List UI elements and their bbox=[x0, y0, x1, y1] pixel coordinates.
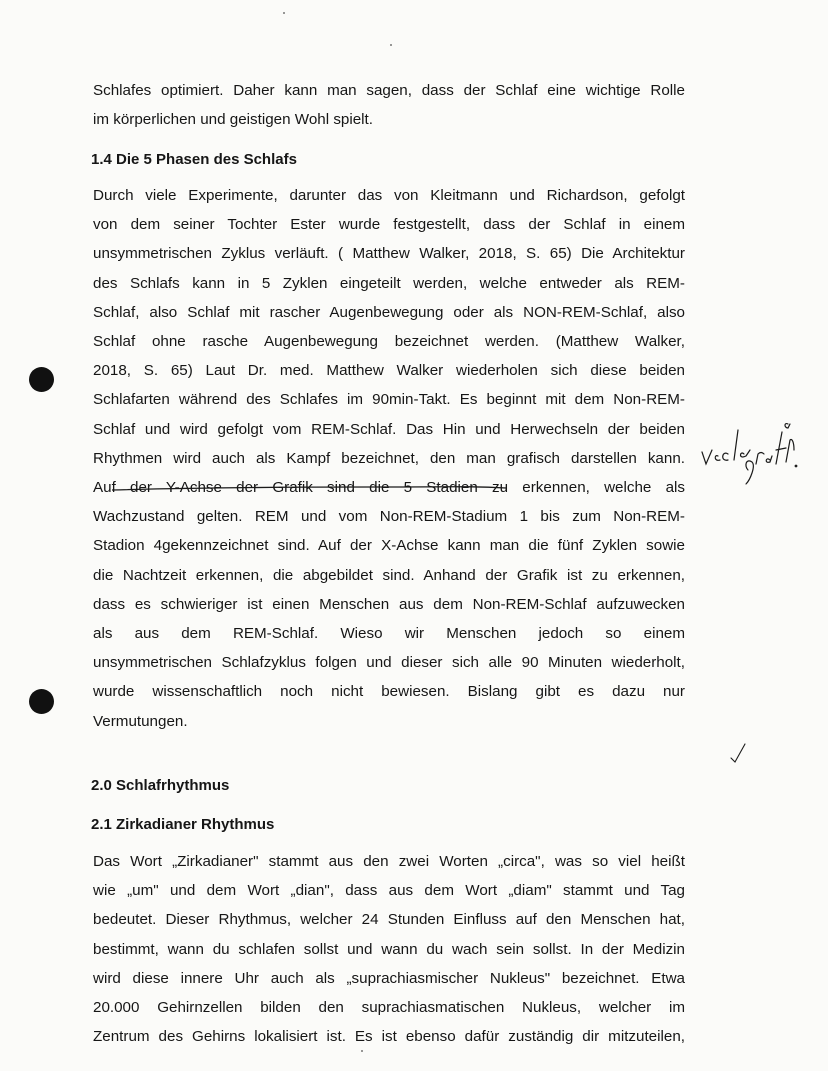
text-line: wird diese innere Uhr auch als „suprachiasmischer Nukleus" bezeichnet. Etwa bbox=[93, 969, 685, 987]
text-line: Schlaf und wird gefolgt vom REM-Schlaf. Das Hin und Herwechseln der beiden bbox=[93, 420, 685, 438]
punch-hole-bottom bbox=[29, 689, 54, 714]
text-line: Schlaf ohne rasche Augenbewegung bezeichnet werden. (Matthew Walker, bbox=[93, 333, 685, 351]
section-heading-1-4: 1.4 Die 5 Phasen des Schlafs bbox=[91, 151, 297, 168]
scan-speck bbox=[283, 12, 285, 14]
text-line: Durch viele Experimente, darunter das von Kleitmann und Richardson, gefolgt bbox=[93, 187, 685, 204]
text-line: wurde wissenschaftlich noch nicht bewiesen. Bislang gibt es dazu nur bbox=[93, 683, 685, 701]
intro-paragraph bbox=[93, 76, 685, 134]
text-line: 20.000 Gehirnzellen bilden den suprachiasmatischen Nukleus, welcher im bbox=[93, 999, 685, 1017]
handwritten-check-mark bbox=[727, 740, 751, 766]
text-line: Schlafarten während des Schlafes im 90min-Takt. Es beginnt mit dem Non-REM- bbox=[93, 391, 685, 409]
text-line: als aus dem REM-Schlaf. Wieso wir Menschen jedoch so einem bbox=[93, 625, 685, 643]
text-line: bestimmt, wann du schlafen sollst und wann du wach sein sollst. In der Medizin bbox=[93, 940, 685, 958]
text-line: 2018, S. 65) Laut Dr. med. Matthew Walker wiederholen sich diese beiden bbox=[93, 362, 685, 380]
text-line: wie „um" und dem Wort „dian", dass aus dem Wort „diam" stammt und Tag bbox=[93, 882, 685, 900]
text-line: unsymmetrischen Zyklus verläuft. ( Matthew Walker, 2018, S. 65) Die Architektur bbox=[93, 245, 685, 263]
text-line: Schlaf, also Schlaf mit rascher Augenbewegung oder als NON-REM-Schlaf, also bbox=[93, 303, 685, 321]
text-line: Stadion 4gekennzeichnet sind. Auf der X-Achse kann man die fünf Zyklen sowie bbox=[93, 537, 685, 555]
text-line: Schlafes optimiert. Daher kann man sagen, dass der Schlaf eine wichtige Rolle bbox=[93, 82, 685, 99]
text-line: im körperlichen und geistigen Wohl spielt. bbox=[93, 111, 373, 129]
text-line: von dem seiner Tochter Ester wurde festgestellt, dass der Schlaf in einem bbox=[93, 216, 685, 234]
punch-hole-top bbox=[29, 367, 54, 392]
section-heading-2-1: 2.1 Zirkadianer Rhythmus bbox=[91, 816, 275, 833]
text-line: dass es schwieriger ist einen Menschen aus dem Non-REM-Schlaf aufzuwecken bbox=[93, 595, 685, 613]
section-1-4-paragraph bbox=[93, 181, 685, 736]
text-line: Wachzustand gelten. REM und vom Non-REM-Stadium 1 bis zum Non-REM- bbox=[93, 508, 685, 526]
scan-speck bbox=[390, 44, 392, 46]
section-2-1-paragraph bbox=[93, 847, 685, 1051]
text-line: Das Wort „Zirkadianer" stammt aus den zwei Worten „circa", was so viel heißt bbox=[93, 853, 685, 870]
section-heading-2-0: 2.0 Schlafrhythmus bbox=[91, 777, 230, 794]
text-line: die Nachtzeit erkennen, die abgebildet sind. Anhand der Grafik ist zu erkennen, bbox=[93, 566, 685, 584]
text-line: des Schlafs kann in 5 Zyklen eingeteilt werden, welche entweder als REM- bbox=[93, 274, 685, 292]
handwritten-underline bbox=[110, 482, 510, 494]
handwritten-margin-note bbox=[690, 410, 800, 490]
text-line: Zentrum des Gehirns lokalisiert ist. Es ist ebenso dafür zuständig dir mitzuteilen, bbox=[93, 1028, 685, 1046]
text-line: Rhythmen wird auch als Kampf bezeichnet, den man grafisch darstellen kann. bbox=[93, 449, 685, 467]
text-line: Auf der Y-Achse der Grafik sind die 5 Stadien zu erkennen, welche als bbox=[93, 479, 685, 497]
text-line: unsymmetrischen Schlafzyklus folgen und dieser sich alle 90 Minuten wiederholt, bbox=[93, 654, 685, 672]
text-line: bedeutet. Dieser Rhythmus, welcher 24 Stunden Einfluss auf den Menschen hat, bbox=[93, 911, 685, 929]
text-line: Vermutungen. bbox=[93, 712, 188, 730]
